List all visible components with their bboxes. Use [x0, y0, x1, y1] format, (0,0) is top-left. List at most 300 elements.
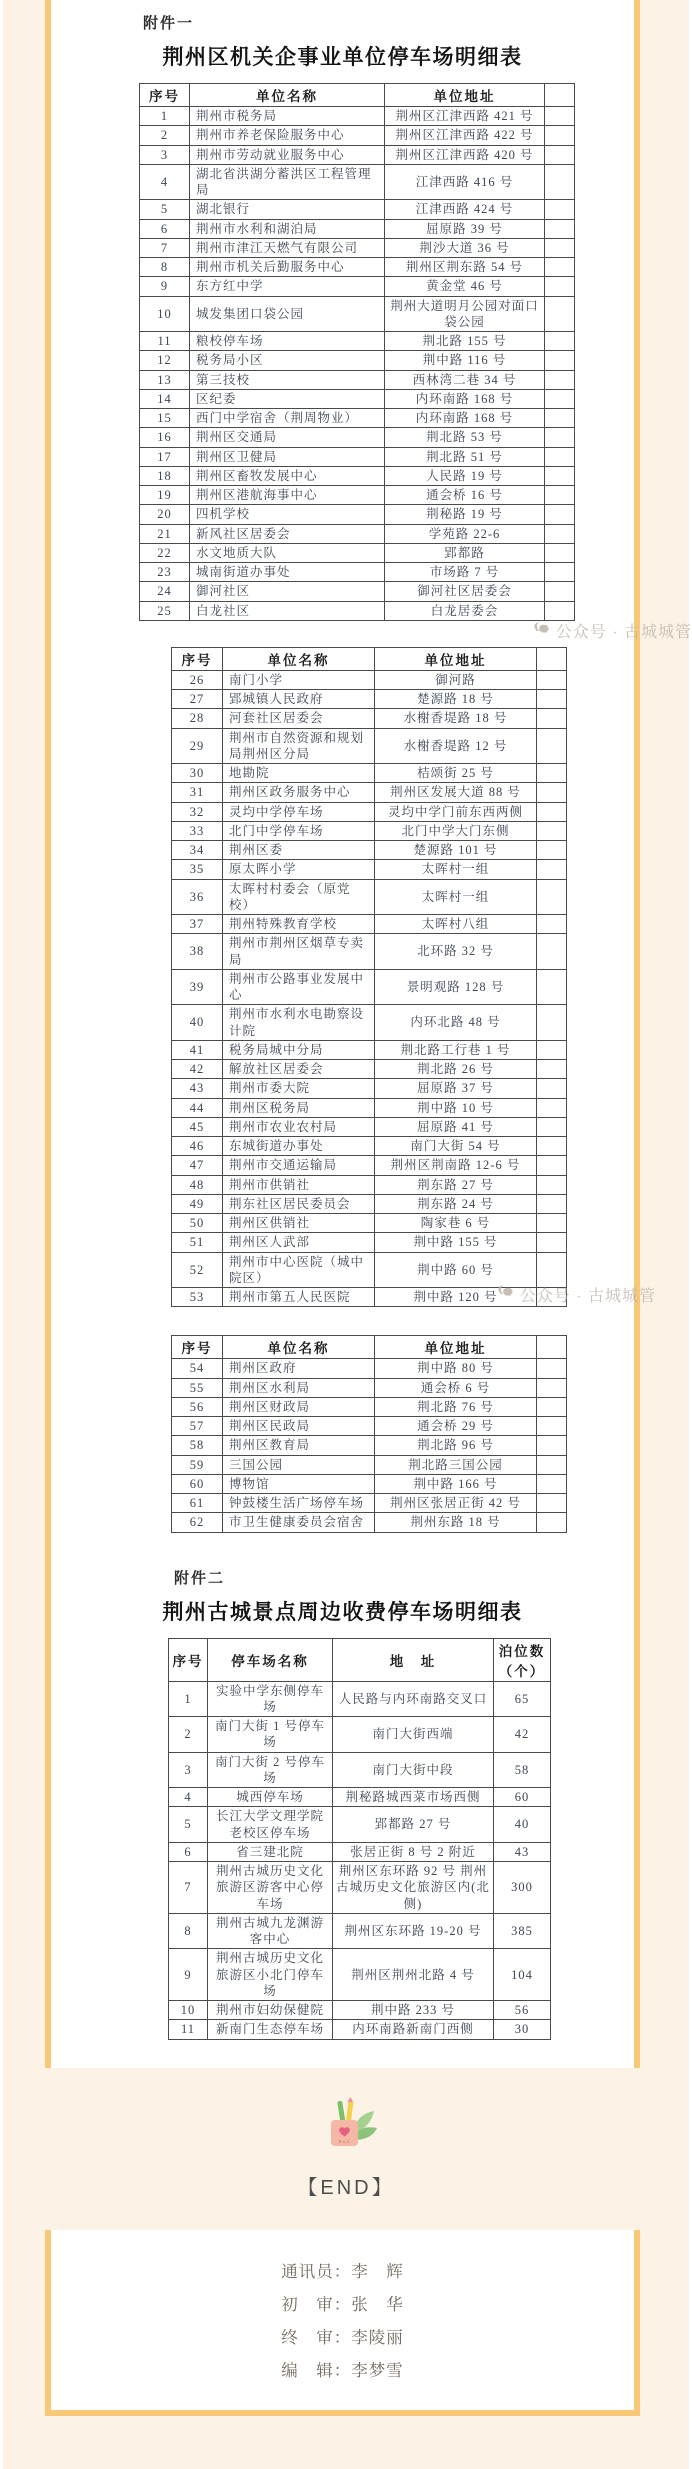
table-header-row: [169, 1638, 551, 1681]
table-cell: 四机学校: [190, 505, 385, 524]
table-cell: 荆州市交通运输局: [223, 1156, 375, 1175]
table-cell: 4: [140, 164, 190, 200]
table-cell: 太晖村一组: [375, 860, 537, 879]
empty-column-cell: [545, 200, 575, 219]
table-row: [172, 1040, 567, 1059]
table-cell: 17: [140, 447, 190, 466]
column-header: 序号: [140, 84, 190, 107]
table-cell: 9: [169, 1949, 208, 2001]
table-row: [169, 1717, 551, 1753]
table-cell: 荆州区张居正街 42 号: [375, 1494, 537, 1513]
column-header: 单位名称: [223, 647, 375, 670]
table-cell: 荆中路 60 号: [375, 1252, 537, 1288]
empty-column-cell: [537, 1079, 567, 1098]
table-cell: 5: [140, 200, 190, 219]
table-cell: 南门大街 1 号停车场: [208, 1717, 333, 1753]
table-cell: 御河社区居委会: [385, 582, 545, 601]
table-cell: 荆州区东环路 92 号 荆州古城历史文化旅游区内(北侧): [333, 1862, 494, 1914]
table-cell: 55: [172, 1378, 223, 1397]
table-row: [140, 486, 575, 505]
table-cell: 30: [172, 764, 223, 783]
table-cell: 62: [172, 1513, 223, 1532]
table-row: [172, 879, 567, 915]
table-cell: 南门小学: [223, 670, 375, 689]
table-row: [172, 764, 567, 783]
column-header: 单位地址: [375, 1336, 537, 1359]
table-cell: 42: [172, 1060, 223, 1079]
table-row: [140, 543, 575, 562]
table-cell: 52: [172, 1252, 223, 1288]
table-row: [169, 1807, 551, 1843]
empty-column-cell: [545, 505, 575, 524]
table-row: [172, 1233, 567, 1252]
table-cell: 8: [140, 258, 190, 277]
table-cell: 65: [494, 1681, 551, 1717]
table-row: [172, 1474, 567, 1493]
table-row: [169, 2001, 551, 2020]
table-cell: 荆州市供销社: [223, 1175, 375, 1194]
table-cell: 城西停车场: [208, 1788, 333, 1807]
table-row: [172, 690, 567, 709]
column-header: 单位地址: [385, 84, 545, 107]
table-row: [172, 1137, 567, 1156]
table-cell: 23: [140, 563, 190, 582]
table-cell: 荆州特殊教育学校: [223, 915, 375, 934]
table-cell: 荆东社区居民委员会: [223, 1194, 375, 1213]
table-cell: 南门大街 2 号停车场: [208, 1752, 333, 1788]
empty-column-cell: [537, 1060, 567, 1079]
table-cell: 30: [494, 2020, 551, 2039]
empty-column-cell: [537, 709, 567, 728]
table-row: [140, 389, 575, 408]
table-cell: 太晖村村委会（原党校）: [223, 879, 375, 915]
table-row: [140, 505, 575, 524]
table-cell: 6: [169, 1842, 208, 1861]
empty-column-cell: [537, 1378, 567, 1397]
table-cell: 楚源路 18 号: [375, 690, 537, 709]
table-cell: 湖北省洪湖分蓄洪区工程管理局: [190, 164, 385, 200]
table-row: [172, 934, 567, 970]
table-cell: 荆州区东环路 19-20 号: [333, 1913, 494, 1949]
table-cell: 58: [172, 1436, 223, 1455]
table-cell: 灵均中学门前东西两侧: [375, 802, 537, 821]
table-cell: 实验中学东侧停车场: [208, 1681, 333, 1717]
table-cell: 荆沙大道 36 号: [385, 238, 545, 257]
table-cell: 荆州市自然资源和规划局荆州区分局: [223, 728, 375, 764]
table-cell: 御河路: [375, 670, 537, 689]
table-cell: 河套社区居委会: [223, 709, 375, 728]
column-header: 单位地址: [375, 647, 537, 670]
empty-column-cell: [545, 219, 575, 238]
table-cell: 内环南路新南门西侧: [333, 2020, 494, 2039]
table-cell: 40: [494, 1807, 551, 1843]
table-cell: 城南街道办事处: [190, 563, 385, 582]
table-cell: 2: [169, 1717, 208, 1753]
table-row: [172, 1175, 567, 1194]
empty-column-cell: [537, 1137, 567, 1156]
attachment1-title: 荆州区机关企事业单位停车场明细表: [162, 46, 523, 69]
empty-column-cell: [537, 1494, 567, 1513]
table-cell: 屈原路 41 号: [375, 1117, 537, 1136]
table-cell: 西门中学宿舍（荆周物业）: [190, 409, 385, 428]
empty-column-cell: [537, 1214, 567, 1233]
table-cell: 4: [169, 1788, 208, 1807]
table-cell: 南门大街中段: [333, 1752, 494, 1788]
table-cell: 黄金堂 46 号: [385, 277, 545, 296]
empty-column-cell: [537, 1513, 567, 1532]
table-cell: 104: [494, 1949, 551, 2001]
table-row: [172, 1436, 567, 1455]
table-cell: 1: [169, 1681, 208, 1717]
table-cell: 19: [140, 486, 190, 505]
table-cell: 太晖村八组: [375, 915, 537, 934]
table-cell: 荆州区江津西路 422 号: [385, 126, 545, 145]
table-cell: 荆州区委: [223, 841, 375, 860]
table-row: [169, 1913, 551, 1949]
table-row: [172, 1098, 567, 1117]
empty-column-cell: [537, 670, 567, 689]
table-row: [140, 466, 575, 485]
spacer: [51, 1533, 634, 1563]
table-cell: 白龙居委会: [385, 601, 545, 620]
empty-column-cell: [537, 915, 567, 934]
empty-column-cell: [537, 934, 567, 970]
empty-column-cell: [537, 860, 567, 879]
watermark: [496, 1282, 656, 1306]
table-cell: 荆州市妇幼保健院: [208, 2001, 333, 2020]
table-cell: 荆秘路城西菜市场西侧: [333, 1788, 494, 1807]
table-cell: 8: [169, 1913, 208, 1949]
table-cell: 15: [140, 409, 190, 428]
empty-column-cell: [545, 351, 575, 370]
column-header: 序号: [172, 1336, 223, 1359]
empty-column-cell: [545, 370, 575, 389]
table-cell: 原太晖小学: [223, 860, 375, 879]
table-cell: 荆州市机关后勤服务中心: [190, 258, 385, 277]
table-cell: 水文地质大队: [190, 543, 385, 562]
table-cell: 5: [169, 1807, 208, 1843]
table-cell: 29: [172, 728, 223, 764]
watermark-text: 公众号 · 古城城管: [519, 1287, 656, 1305]
table-cell: 景明观路 128 号: [375, 969, 537, 1005]
empty-column-cell: [545, 332, 575, 351]
table-cell: 300: [494, 1862, 551, 1914]
column-header: 序号: [169, 1638, 208, 1681]
table-cell: 59: [172, 1455, 223, 1474]
table-cell: 9: [140, 277, 190, 296]
credit-line-correspondent: 通讯员：李 辉: [281, 2262, 404, 2281]
table-cell: 荆中路 166 号: [375, 1474, 537, 1493]
empty-column-cell: [545, 601, 575, 620]
table-cell: 荆州区畜牧发展中心: [190, 466, 385, 485]
table-cell: 城发集团口袋公园: [190, 296, 385, 332]
table-cell: 40: [172, 1005, 223, 1041]
table-row: [172, 1494, 567, 1513]
empty-column-cell: [537, 1175, 567, 1194]
table-cell: 新南门生态停车场: [208, 2020, 333, 2039]
empty-column-cell: [537, 1417, 567, 1436]
empty-column-cell: [545, 563, 575, 582]
table-cell: 太晖村一组: [375, 879, 537, 915]
table-cell: 16: [140, 428, 190, 447]
table-cell: 税务局城中分局: [223, 1040, 375, 1059]
table-cell: 28: [172, 709, 223, 728]
table-cell: 26: [172, 670, 223, 689]
table-row: [172, 1455, 567, 1474]
empty-column-cell: [537, 1359, 567, 1378]
empty-column-cell: [545, 296, 575, 332]
table-cell: 水榭香堤路 12 号: [375, 728, 537, 764]
table-cell: 湖北银行: [190, 200, 385, 219]
empty-column-cell: [537, 1098, 567, 1117]
table-row: [169, 1842, 551, 1861]
table-row: [140, 582, 575, 601]
table-cell: 荆州市荆州区烟草专卖局: [223, 934, 375, 970]
table-cell: 荆中路 80 号: [375, 1359, 537, 1378]
table-row: [172, 783, 567, 802]
empty-column-cell: [537, 1194, 567, 1213]
empty-column-cell: [545, 238, 575, 257]
column-header: 地 址: [333, 1638, 494, 1681]
table-row: [169, 1788, 551, 1807]
table-row: [172, 860, 567, 879]
table-row: [140, 200, 575, 219]
table-cell: 内环南路 168 号: [385, 389, 545, 408]
table-cell: 荆州市劳动就业服务中心: [190, 145, 385, 164]
table-row: [172, 841, 567, 860]
table-cell: 江津西路 424 号: [385, 200, 545, 219]
parking-table-1-wrap: [51, 83, 692, 642]
table-row: [169, 1681, 551, 1717]
empty-column-cell: [545, 543, 575, 562]
empty-column-cell: [537, 879, 567, 915]
credits-card: [45, 2230, 640, 2416]
table-cell: 48: [172, 1175, 223, 1194]
table-cell: 北环路 32 号: [375, 934, 537, 970]
table-row: [169, 2020, 551, 2039]
table-cell: 荆州区交通局: [190, 428, 385, 447]
table-cell: 7: [169, 1862, 208, 1914]
table-row: [172, 728, 567, 764]
table-row: [172, 670, 567, 689]
table-cell: 荆东路 24 号: [375, 1194, 537, 1213]
table-cell: 34: [172, 841, 223, 860]
table-cell: 荆州区卫健局: [190, 447, 385, 466]
table-cell: 荆州市第五人民医院: [223, 1288, 375, 1307]
table-cell: 楚源路 101 号: [375, 841, 537, 860]
table-cell: 新风社区居委会: [190, 524, 385, 543]
table-cell: 荆州市农业农村局: [223, 1117, 375, 1136]
table-row: [172, 1513, 567, 1532]
table-cell: 荆州区人武部: [223, 1233, 375, 1252]
table-cell: 54: [172, 1359, 223, 1378]
end-section: [3, 2068, 689, 2230]
empty-column-cell: [545, 277, 575, 296]
table-cell: 张居正街 8 号 2 附近: [333, 1842, 494, 1861]
table-row: [172, 1060, 567, 1079]
table-cell: 东城街道办事处: [223, 1137, 375, 1156]
table-cell: 粮校停车场: [190, 332, 385, 351]
table-cell: 11: [140, 332, 190, 351]
table-cell: 荆中路 233 号: [333, 2001, 494, 2020]
parking-table-2-wrap: [51, 647, 656, 1308]
table-cell: 人民路与内环南路交叉口: [333, 1681, 494, 1717]
table-row: [140, 351, 575, 370]
table-cell: 36: [172, 879, 223, 915]
table-cell: 荆州区江津西路 421 号: [385, 107, 545, 126]
pencil-tip: [348, 2097, 353, 2102]
table-cell: 荆州区供销社: [223, 1214, 375, 1233]
table-cell: 24: [140, 582, 190, 601]
empty-column-cell: [537, 1233, 567, 1252]
table-cell: 省三建北院: [208, 1842, 333, 1861]
table-cell: 荆州市津江天燃气有限公司: [190, 238, 385, 257]
table-cell: 荆州东路 18 号: [375, 1513, 537, 1532]
table-row: [172, 1117, 567, 1136]
table-cell: 31: [172, 783, 223, 802]
table-cell: 解放社区居委会: [223, 1060, 375, 1079]
table-cell: 灵均中学停车场: [223, 802, 375, 821]
table-cell: 14: [140, 389, 190, 408]
parking-table-1: [139, 83, 575, 621]
table-cell: 区纪委: [190, 389, 385, 408]
table-cell: 荆州区江津西路 420 号: [385, 145, 545, 164]
table-cell: 荆州市水利和湖泊局: [190, 219, 385, 238]
table-cell: 11: [169, 2020, 208, 2039]
table-cell: 44: [172, 1098, 223, 1117]
table-cell: 33: [172, 821, 223, 840]
table-cell: 21: [140, 524, 190, 543]
table-cell: 18: [140, 466, 190, 485]
table-cell: 荆北路 155 号: [385, 332, 545, 351]
table-cell: 荆州市委大院: [223, 1079, 375, 1098]
table-cell: 3: [169, 1752, 208, 1788]
credit-line-first-review: 初 审：张 华: [281, 2295, 404, 2314]
table-row: [172, 802, 567, 821]
spacer: [51, 1307, 634, 1335]
empty-column-cell: [537, 690, 567, 709]
table-cell: 10: [169, 2001, 208, 2020]
table-cell: 通会桥 29 号: [375, 1417, 537, 1436]
table-cell: 博物馆: [223, 1474, 375, 1493]
table-row: [140, 296, 575, 332]
table-row: [140, 107, 575, 126]
paid-parking-table: [168, 1638, 551, 2040]
table-row: [172, 821, 567, 840]
table-cell: 10: [140, 296, 190, 332]
table-cell: 37: [172, 915, 223, 934]
table-cell: 2: [140, 126, 190, 145]
table-cell: 39: [172, 969, 223, 1005]
table-cell: 41: [172, 1040, 223, 1059]
table-cell: 荆州古城历史文化旅游区游客中心停车场: [208, 1862, 333, 1914]
table-cell: 荆北路 51 号: [385, 447, 545, 466]
empty-column-cell: [537, 969, 567, 1005]
bottom-strip: [3, 2416, 689, 2469]
empty-column-cell: [537, 841, 567, 860]
table-cell: 荆州区财政局: [223, 1397, 375, 1416]
watermark-text: 公众号 · 古城城管: [555, 624, 692, 642]
table-cell: 钟鼓楼生活广场停车场: [223, 1494, 375, 1513]
table-cell: 56: [494, 2001, 551, 2020]
table-row: [140, 370, 575, 389]
table-cell: 61: [172, 1494, 223, 1513]
column-header: 停车场名称: [208, 1638, 333, 1681]
table-cell: 57: [172, 1417, 223, 1436]
table-cell: 58: [494, 1752, 551, 1788]
table-cell: 60: [494, 1788, 551, 1807]
table-cell: 42: [494, 1717, 551, 1753]
table-cell: 荆中路 10 号: [375, 1098, 537, 1117]
table-cell: 荆州市公路事业发展中心: [223, 969, 375, 1005]
column-header: 单位名称: [190, 84, 385, 107]
table-row: [172, 1359, 567, 1378]
credit-line-final-review: 终 审：李陵丽: [281, 2328, 404, 2347]
table-cell: 荆州区荆东路 54 号: [385, 258, 545, 277]
table-cell: 25: [140, 601, 190, 620]
table-cell: 地勘院: [223, 764, 375, 783]
table-cell: 屈原路 37 号: [375, 1079, 537, 1098]
empty-column-cell: [537, 764, 567, 783]
table-row: [140, 277, 575, 296]
table-cell: 税务局小区: [190, 351, 385, 370]
empty-column-cell: [545, 107, 575, 126]
table-cell: 荆州大道明月公园对面口袋公园: [385, 296, 545, 332]
table-cell: 荆中路 116 号: [385, 351, 545, 370]
table-cell: 北门中学停车场: [223, 821, 375, 840]
empty-column-cell: [537, 1156, 567, 1175]
table-row: [140, 428, 575, 447]
empty-column-cell: [537, 821, 567, 840]
table-row: [172, 1397, 567, 1416]
column-header: 泊位数（个）: [494, 1638, 551, 1681]
parking-table-3: [171, 1335, 567, 1532]
empty-column-cell: [545, 258, 575, 277]
empty-column-cell: [537, 1455, 567, 1474]
table-row: [140, 126, 575, 145]
empty-column-cell: [545, 466, 575, 485]
table-cell: 56: [172, 1397, 223, 1416]
table-cell: 荆秘路 19 号: [385, 505, 545, 524]
table-cell: 荆州市中心医院（城中院区）: [223, 1252, 375, 1288]
empty-column: [537, 647, 567, 670]
table-cell: 荆州古城历史文化旅游区小北门停车场: [208, 1949, 333, 2001]
table-cell: 荆北路 76 号: [375, 1397, 537, 1416]
table-cell: 51: [172, 1233, 223, 1252]
table-cell: 南门大街西端: [333, 1717, 494, 1753]
table-cell: 53: [172, 1288, 223, 1307]
table-cell: 35: [172, 860, 223, 879]
table-cell: 13: [140, 370, 190, 389]
attachment1-card: [45, 0, 692, 2068]
table-header-row: [172, 647, 567, 670]
empty-column-cell: [537, 1117, 567, 1136]
table-cell: 市场路 7 号: [385, 563, 545, 582]
empty-column-cell: [545, 409, 575, 428]
empty-column-cell: [545, 126, 575, 145]
table-cell: 50: [172, 1214, 223, 1233]
wechat-icon: [532, 619, 551, 643]
table-cell: 北门中学大门东侧: [375, 821, 537, 840]
table-row: [169, 1862, 551, 1914]
table-row: [172, 709, 567, 728]
table-row: [140, 164, 575, 200]
table-cell: 12: [140, 351, 190, 370]
table-cell: 荆州市税务局: [190, 107, 385, 126]
table-cell: 东方红中学: [190, 277, 385, 296]
table-cell: 38: [172, 934, 223, 970]
table-row: [140, 332, 575, 351]
